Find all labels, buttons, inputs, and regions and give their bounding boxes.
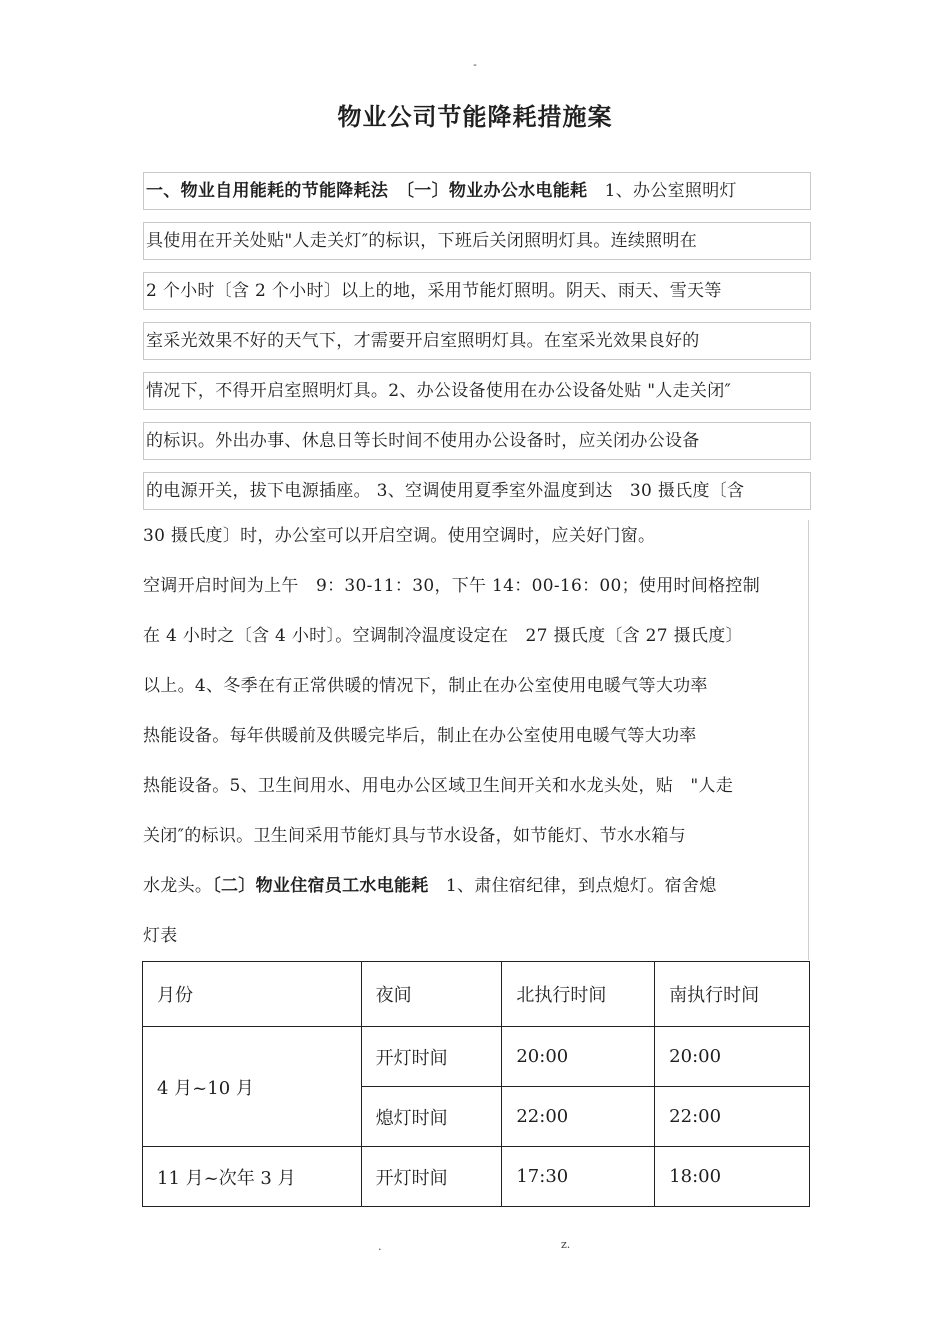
footer-left-mark: . [378, 1240, 382, 1253]
header-cell-period: 夜间 [361, 962, 502, 1027]
paragraph-text: 1、肃住宿纪律，到点熄灯。宿舍熄 [428, 876, 717, 896]
paragraph-line: 室采光效果不好的天气下，才需要开启室照明灯具。在室采光效果良好的 [143, 322, 811, 360]
paragraph-line: 具使用在开关处贴"人走关灯″的标识，下班后关闭照明灯具。连续照明在 [143, 222, 811, 260]
table-header-row [143, 962, 810, 1027]
table-cell: 22:00 [502, 1087, 655, 1147]
footer-right-mark: z. [561, 1238, 571, 1251]
header-mark: - [473, 58, 477, 71]
month-cell: 11 月~次年 3 月 [143, 1147, 362, 1207]
paragraph-line: 空调开启时间为上午 9：30-11：30，下午 14：00-16：00；使用时间格控制 [143, 576, 761, 596]
paragraph-line: 的标识。外出办事、休息日等长时间不使用办公设备时，应关闭办公设备 [143, 422, 811, 460]
paragraph-line: 30 摄氏度〕时，办公室可以开启空调。使用空调时，应关好门窗。 [143, 526, 656, 546]
document-title: 物业公司节能降耗措施案 [337, 102, 613, 131]
table-cell: 开灯时间 [361, 1147, 502, 1207]
table-cell: 20:00 [502, 1027, 655, 1087]
paragraph-line: 以上。4、冬季在有正常供暖的情况下，制止在办公室使用电暖气等大功率 [143, 676, 708, 696]
section-heading: 〔二〕物业住宿员工水电能耗 [212, 876, 429, 896]
paragraph-line: 2 个小时〔含 2 个小时〕以上的地，采用节能灯照明。阴天、雨天、雪天等 [143, 272, 811, 310]
paragraph-line: 热能设备。每年供暖前及供暖完毕后，制止在办公室使用电暖气等大功率 [143, 726, 697, 746]
header-cell-north: 北执行时间 [502, 962, 655, 1027]
lights-schedule-table [142, 961, 810, 1207]
paragraph-line: 热能设备。5、卫生间用水、用电办公区域卫生间开关和水龙头处，贴 "人走 [143, 776, 734, 796]
month-cell: 4 月~10 月 [143, 1027, 362, 1147]
table-cell: 17:30 [502, 1147, 655, 1207]
table-cell: 开灯时间 [361, 1027, 502, 1087]
table-row [143, 1147, 810, 1207]
paragraph-text: 1、办公室照明灯 [587, 181, 737, 201]
table-cell: 22:00 [655, 1087, 810, 1147]
table-cell: 20:00 [655, 1027, 810, 1087]
table-cell: 18:00 [655, 1147, 810, 1207]
section-heading: 一、物业自用能耗的节能降耗法 〔一〕物业办公水电能耗 [146, 181, 588, 201]
paragraph-line [143, 172, 811, 210]
table-row [143, 1027, 810, 1087]
table-cell: 熄灯时间 [361, 1087, 502, 1147]
header-cell-month: 月份 [143, 962, 362, 1027]
paragraph-line: 情况下，不得开启室照明灯具。2、办公设备使用在办公设备处贴 "人走关闭″ [143, 372, 811, 410]
paragraph-line: 灯表 [143, 926, 178, 946]
paragraph-line: 的电源开关，拔下电源插座。 3、空调使用夏季室外温度到达 30 摄氏度〔含 [143, 472, 811, 510]
paragraph-text: 水龙头。 [143, 876, 213, 896]
paragraph-line [143, 874, 811, 899]
header-cell-south: 南执行时间 [655, 962, 810, 1027]
paragraph-line: 关闭″的标识。卫生间采用节能灯具与节水设备，如节能灯、节水水箱与 [143, 826, 686, 846]
paragraph-line: 在 4 小时之〔含 4 小时〕。空调制冷温度设定在 27 摄氏度〔含 27 摄氏度〕 [143, 626, 743, 646]
